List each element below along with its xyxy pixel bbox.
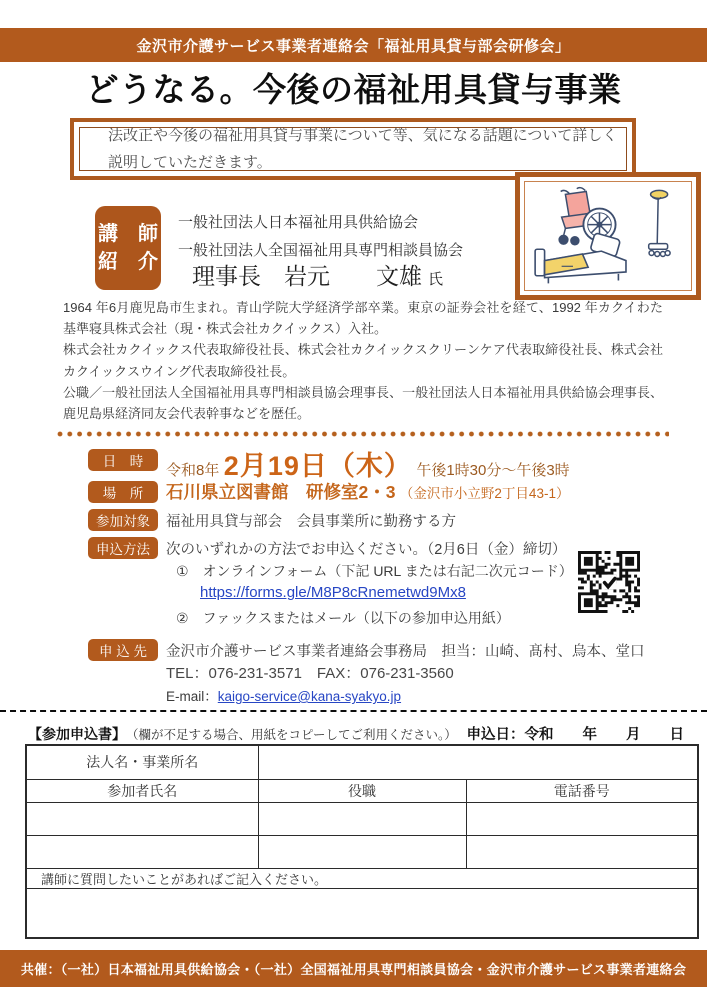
lecturer-name-text: 理事長 岩元 文雄 — [192, 263, 422, 289]
datetime-date: 2月19日（木） — [223, 451, 412, 481]
bio-paragraph-3: 公職／一般社団法人全国福祉用具専門相談員協会理事長、一般社団法人日本福祉用具供給協会理事長、鹿児島県経済同友会代表幹事などを歴任。 — [63, 384, 663, 421]
entry2-role-cell — [258, 835, 466, 868]
intro-line-2: 説明していただきます。 — [108, 154, 272, 171]
dotted-divider — [57, 431, 669, 437]
table-row-entry-2 — [26, 835, 698, 868]
place-venue: 石川県立図書館 研修室2・3 — [166, 482, 396, 502]
footer-bar-text: 共催：（一社）日本福祉用具供給協会・（一社）全国福祉用具専門相談員協会・金沢市介護サービス事業者連絡会 — [20, 962, 687, 977]
contact-office: 金沢市介護サービス事業者連絡会事務局 担当：山崎、髙村、烏本、堂口 — [166, 644, 645, 660]
label-place: 場 所 — [88, 481, 158, 503]
form-date-line: 申込日：令和 年 月 日 — [466, 727, 684, 743]
table-row-question-label — [26, 868, 698, 888]
dashed-divider — [0, 710, 707, 712]
lecturer-org-1: 一般社団法人日本福祉用具供給協会 — [178, 214, 419, 231]
method-option-1: ① オンラインフォーム（下記 URL または右記二次元コード） — [176, 563, 573, 579]
lecturer-name — [192, 258, 443, 291]
datetime-era: 令和8年 — [166, 462, 220, 479]
datetime-time: 午後1時30分～午後3時 — [416, 462, 570, 479]
corp-name-input-cell — [258, 745, 698, 779]
intro-box — [70, 118, 636, 180]
form-note: （欄が不足する場合、用紙をコピーしてご利用ください。） — [126, 728, 457, 742]
welfare-equipment-illustration — [515, 172, 701, 300]
method-text: 次のいずれかの方法でお申込ください。（2月6日（金）締切） — [166, 542, 567, 558]
bio-paragraph-2: 株式会社カクイックス代表取締役社長、株式会社カクイックスクリーンケア代表取締役社長、株式会社カクイックスウイング代表取締役社長。 — [63, 342, 663, 379]
application-form-header — [28, 723, 688, 744]
method-option-2: ② ファックスまたはメール（以下の参加申込用紙） — [176, 610, 510, 626]
datetime-row — [166, 444, 570, 483]
online-form-link[interactable]: https://forms.gle/M8P8cRnemetwd9Mx8 — [200, 584, 466, 601]
table-row-corp — [26, 745, 698, 779]
place-row — [166, 479, 569, 504]
qr-code — [578, 551, 640, 613]
label-target: 参加対象 — [88, 509, 158, 531]
question-input-cell — [26, 888, 698, 938]
email-label: E-mail： — [166, 689, 218, 704]
entry1-role-cell — [258, 802, 466, 835]
contact-tel-fax: TEL：076-231-3571 FAX：076-231-3560 — [166, 665, 454, 682]
lecturer-org-2: 一般社団法人全国福祉用具専門相談員協会 — [178, 242, 464, 259]
table-row-entry-1 — [26, 802, 698, 835]
entry2-name-cell — [26, 835, 258, 868]
corp-name-label: 法人名・事業所名 — [26, 745, 258, 779]
col-phone: 電話番号 — [466, 779, 698, 802]
cane-icon — [649, 190, 670, 256]
footer-bar — [0, 950, 707, 987]
contact-email-line — [166, 685, 401, 705]
intro-box-inner — [79, 127, 627, 171]
bio-paragraph-1: 1964 年6月鹿児島市生まれ。青山学院大学経済学部卒業。東京の証券会社を経て、1992 年カクイわた基準寝具株式会社（現・株式会社カクイックス）入社。 — [63, 300, 663, 337]
col-participant-name: 参加者氏名 — [26, 779, 258, 802]
lecturer-badge-line-1: 講 師 — [98, 223, 158, 245]
page-title: どうなる。今後の福祉用具貸与事業 — [85, 71, 622, 108]
email-link[interactable]: kaigo-service@kana-syakyo.jp — [217, 689, 402, 704]
lecturer-intro-badge — [95, 206, 161, 290]
label-method: 申込方法 — [88, 537, 158, 559]
question-label-cell: 講師に質問したいことがあればご記入ください。 — [26, 868, 698, 888]
col-role: 役職 — [258, 779, 466, 802]
lecturer-honorific: 氏 — [428, 271, 444, 288]
header-bar-text: 金沢市介護サービス事業者連絡会「福祉用具貸与部会研修会」 — [136, 37, 571, 55]
intro-line-1: 法改正や今後の福祉用具貸与事業について等、気になる話題について詳しく — [108, 127, 618, 144]
table-row-question-input — [26, 888, 698, 938]
entry2-phone-cell — [466, 835, 698, 868]
bed-icon — [535, 233, 626, 284]
place-address: （金沢市小立野2丁目43-1） — [399, 486, 570, 501]
label-datetime: 日 時 — [88, 449, 158, 471]
application-form-table — [25, 744, 699, 939]
label-contact: 申 込 先 — [88, 639, 158, 661]
lecturer-badge-line-2: 紹 介 — [98, 251, 158, 273]
entry1-phone-cell — [466, 802, 698, 835]
illustration-svg — [526, 183, 690, 289]
header-bar — [0, 28, 707, 62]
entry1-name-cell — [26, 802, 258, 835]
target-text: 福祉用具貸与部会 会員事業所に勤務する方 — [166, 514, 456, 530]
form-title: 【参加申込書】 — [28, 726, 126, 742]
lecturer-bio — [63, 297, 663, 424]
table-row-headers — [26, 779, 698, 802]
